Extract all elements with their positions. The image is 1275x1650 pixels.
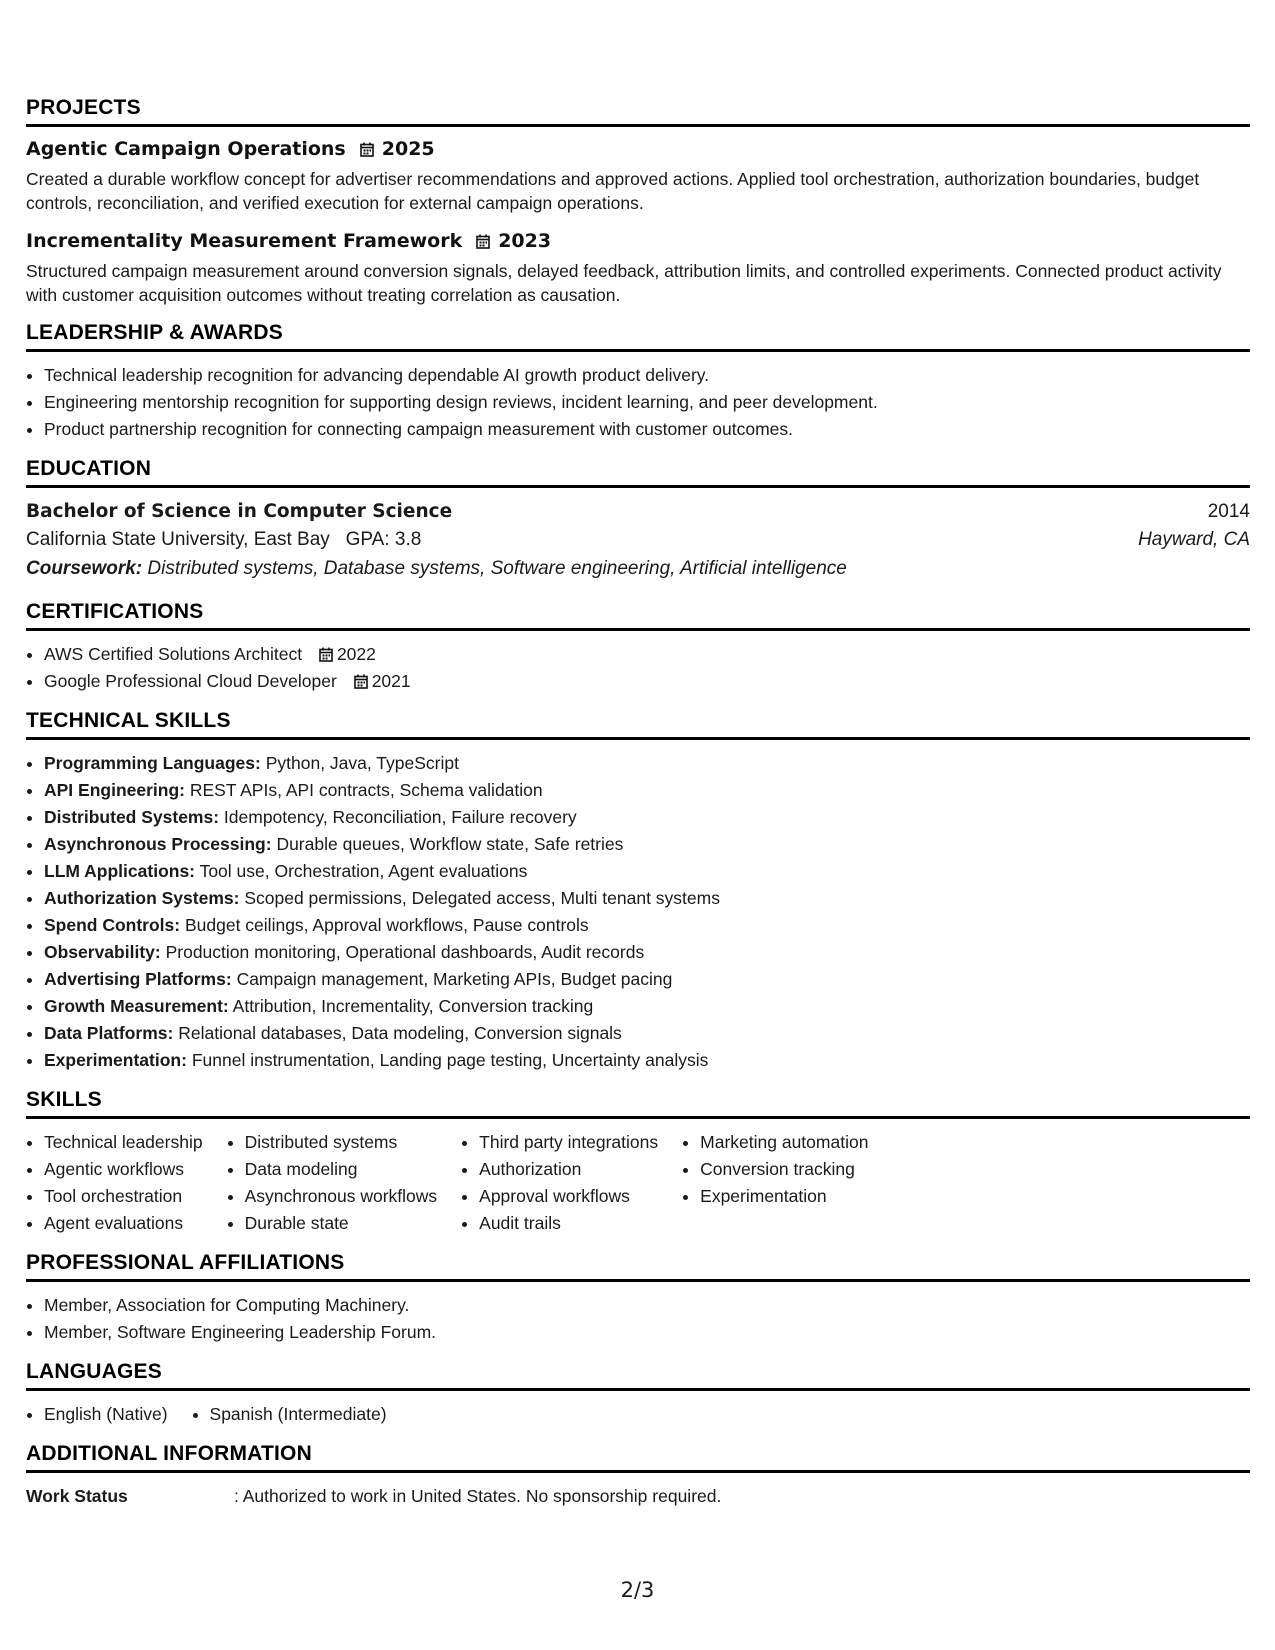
school-location: Hayward, CA [1138,529,1250,550]
section-title-education: EDUCATION [26,457,1250,488]
technical-skill-value: Python, Java, TypeScript [265,753,459,773]
technical-skill-value: Durable queues, Workflow state, Safe retries [276,834,624,854]
calendar-icon [476,234,490,249]
technical-skill-item [44,1047,1250,1074]
skill-item: • Authorization [479,1156,658,1183]
project-item [26,137,1250,215]
skills-column [26,1129,203,1237]
technical-skill-value: Scoped permissions, Delegated access, Multi tenant systems [244,888,720,908]
technical-skill-item [44,750,1250,777]
technical-skill-label: Programming Languages: [44,753,261,773]
calendar-icon [319,647,333,662]
certifications-section [26,600,1250,695]
skill-item: • Technical leadership [44,1129,203,1156]
technical-skill-item [44,885,1250,912]
languages-section [26,1360,1250,1428]
technical-skill-label: Growth Measurement: [44,996,229,1016]
technical-skill-item [44,939,1250,966]
technical-skill-label: Asynchronous Processing: [44,834,272,854]
list-item: • Product partnership recognition for connecting campaign measurement with customer outcomes. [44,416,1250,443]
skill-item: • Conversion tracking [700,1156,868,1183]
skill-item: • Marketing automation [700,1129,868,1156]
skill-item: • Experimentation [700,1183,868,1210]
skill-item: • Data modeling [245,1156,438,1183]
technical-skill-label: API Engineering: [44,780,185,800]
skills-column [227,1129,438,1237]
technical-skill-value: Production monitoring, Operational dashboards, Audit records [165,942,645,962]
calendar-icon [360,142,374,157]
affiliations-section [26,1251,1250,1346]
page-number: 2/3 [620,1578,655,1602]
additional-section [26,1442,1250,1509]
leadership-section [26,321,1250,443]
technical-skills-section [26,709,1250,1074]
section-title-languages: LANGUAGES [26,1360,1250,1391]
technical-skill-label: Data Platforms: [44,1023,174,1043]
section-title-technical-skills: TECHNICAL SKILLS [26,709,1250,740]
technical-skill-item [44,831,1250,858]
technical-skill-item [44,858,1250,885]
coursework [26,554,1250,584]
calendar-icon [354,674,368,689]
technical-skill-item [44,804,1250,831]
work-status-label: Work Status [26,1486,128,1506]
technical-skill-value: Budget ceilings, Approval workflows, Pause controls [184,915,589,935]
education-section [26,457,1250,584]
technical-skill-label: Authorization Systems: [44,888,240,908]
projects-section [26,96,1250,307]
list-item: • Member, Software Engineering Leadership Forum. [44,1319,1250,1346]
project-description: Created a durable workflow concept for advertiser recommendations and approved actions. Applied tool orchestration, authorization boundaries, budget controls, reconciliation, and verified execution for external campaign operations. [26,169,1200,213]
coursework-label: Coursework: [26,558,143,579]
skill-item: • Approval workflows [479,1183,658,1210]
technical-skill-label: LLM Applications: [44,861,196,881]
technical-skill-label: Distributed Systems: [44,807,220,827]
resume-page [26,96,1250,1509]
certification-year: 2022 [336,644,376,664]
skill-item: • Third party integrations [479,1129,658,1156]
gpa: GPA: 3.8 [345,529,422,550]
technical-skill-value: Relational databases, Data modeling, Conversion signals [178,1023,622,1043]
certification-year: 2021 [371,671,411,691]
certification-item [44,668,1250,695]
skill-item: • Audit trails [479,1210,658,1237]
technical-skill-value: Idempotency, Reconciliation, Failure recovery [223,807,577,827]
technical-skill-item [44,966,1250,993]
skill-item: • Asynchronous workflows [245,1183,438,1210]
technical-skill-item [44,912,1250,939]
certification-item [44,641,1250,668]
list-item: • Technical leadership recognition for advancing dependable AI growth product delivery. [44,362,1250,389]
technical-skill-value: REST APIs, API contracts, Schema validation [189,780,543,800]
skill-item: • Agentic workflows [44,1156,203,1183]
skill-item: • Durable state [245,1210,438,1237]
list-item: • Engineering mentorship recognition for supporting design reviews, incident learning, and peer development. [44,389,1250,416]
project-name: Incrementality Measurement Framework [26,230,463,252]
technical-skill-value: Attribution, Incrementality, Conversion tracking [232,996,594,1016]
skill-item: • Distributed systems [245,1129,438,1156]
skills-section [26,1088,1250,1237]
skill-item: • Agent evaluations [44,1210,203,1237]
technical-skill-item [44,777,1250,804]
skill-item: • Tool orchestration [44,1183,203,1210]
coursework-list: Distributed systems, Database systems, Software engineering, Artificial intelligence [147,558,847,579]
skills-column [682,1129,868,1237]
language-item: • Spanish (Intermediate) [210,1401,387,1428]
work-status-value: : Authorized to work in United States. No sponsorship required. [234,1486,722,1506]
language-item: • English (Native) [44,1401,168,1428]
skills-column [461,1129,658,1237]
technical-skill-label: Advertising Platforms: [44,969,232,989]
section-title-leadership: LEADERSHIP & AWARDS [26,321,1250,352]
project-item [26,229,1250,307]
technical-skills-list [26,750,1250,1074]
technical-skill-item [44,993,1250,1020]
skills-columns [26,1129,1250,1237]
technical-skill-value: Funnel instrumentation, Landing page testing, Uncertainty analysis [191,1050,709,1070]
technical-skill-value: Tool use, Orchestration, Agent evaluations [199,861,528,881]
technical-skill-label: Spend Controls: [44,915,181,935]
project-name: Agentic Campaign Operations [26,138,346,160]
technical-skill-value: Campaign management, Marketing APIs, Budget pacing [236,969,673,989]
school-name: California State University, East Bay [26,529,330,550]
section-title-projects: PROJECTS [26,96,1250,127]
technical-skill-label: Observability: [44,942,161,962]
list-item: • Member, Association for Computing Machinery. [44,1292,1250,1319]
degree: Bachelor of Science in Computer Science [26,501,453,522]
certification-name: Google Professional Cloud Developer [44,671,337,691]
certification-name: AWS Certified Solutions Architect [44,644,303,664]
project-year: 2023 [498,230,552,252]
technical-skill-item [44,1020,1250,1047]
project-year: 2025 [381,138,435,160]
technical-skill-label: Experimentation: [44,1050,187,1070]
graduation-year: 2014 [1207,501,1250,522]
section-title-affiliations: PROFESSIONAL AFFILIATIONS [26,1251,1250,1282]
section-title-skills: SKILLS [26,1088,1250,1119]
section-title-additional: ADDITIONAL INFORMATION [26,1442,1250,1473]
section-title-certifications: CERTIFICATIONS [26,600,1250,631]
project-description: Structured campaign measurement around conversion signals, delayed feedback, attribution limits, and controlled experiments. Connected product activity with customer acquisition outcomes without treating correlation as causation. [26,261,1222,305]
